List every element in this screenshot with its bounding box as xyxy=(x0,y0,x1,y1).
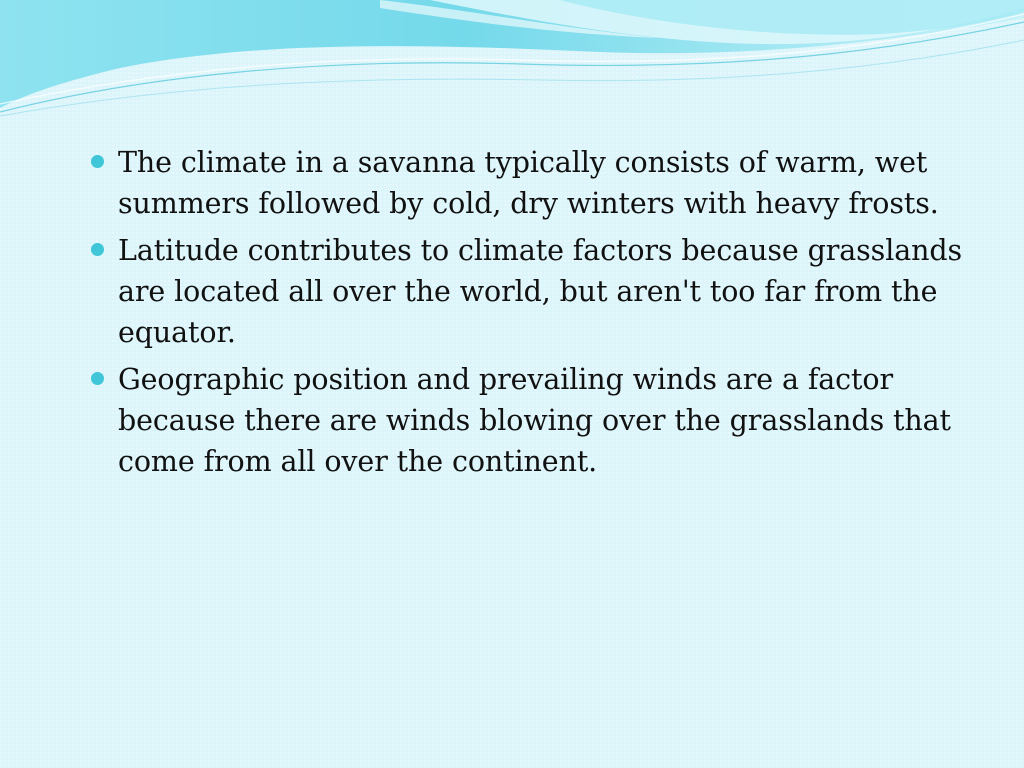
bullet-text: Geographic position and prevailing winds are a factor because there are winds blowing over the grasslands that come from all over the continent. xyxy=(118,363,951,478)
wave-header-decoration xyxy=(0,0,1024,130)
bullet-text: The climate in a savanna typically consists of warm, wet summers followed by cold, dry winters with heavy frosts. xyxy=(118,146,939,220)
bullet-item-latitude xyxy=(88,230,968,353)
bullet-list xyxy=(88,142,968,482)
bullet-dot-icon xyxy=(91,243,104,256)
bullet-dot-icon xyxy=(91,155,104,168)
content-area xyxy=(88,142,968,488)
bullet-text: Latitude contributes to climate factors because grasslands are located all over the world, but aren't too far from the equator. xyxy=(118,234,963,349)
bullet-item-climate xyxy=(88,142,968,224)
bullet-item-winds xyxy=(88,359,968,482)
bullet-dot-icon xyxy=(91,372,104,385)
